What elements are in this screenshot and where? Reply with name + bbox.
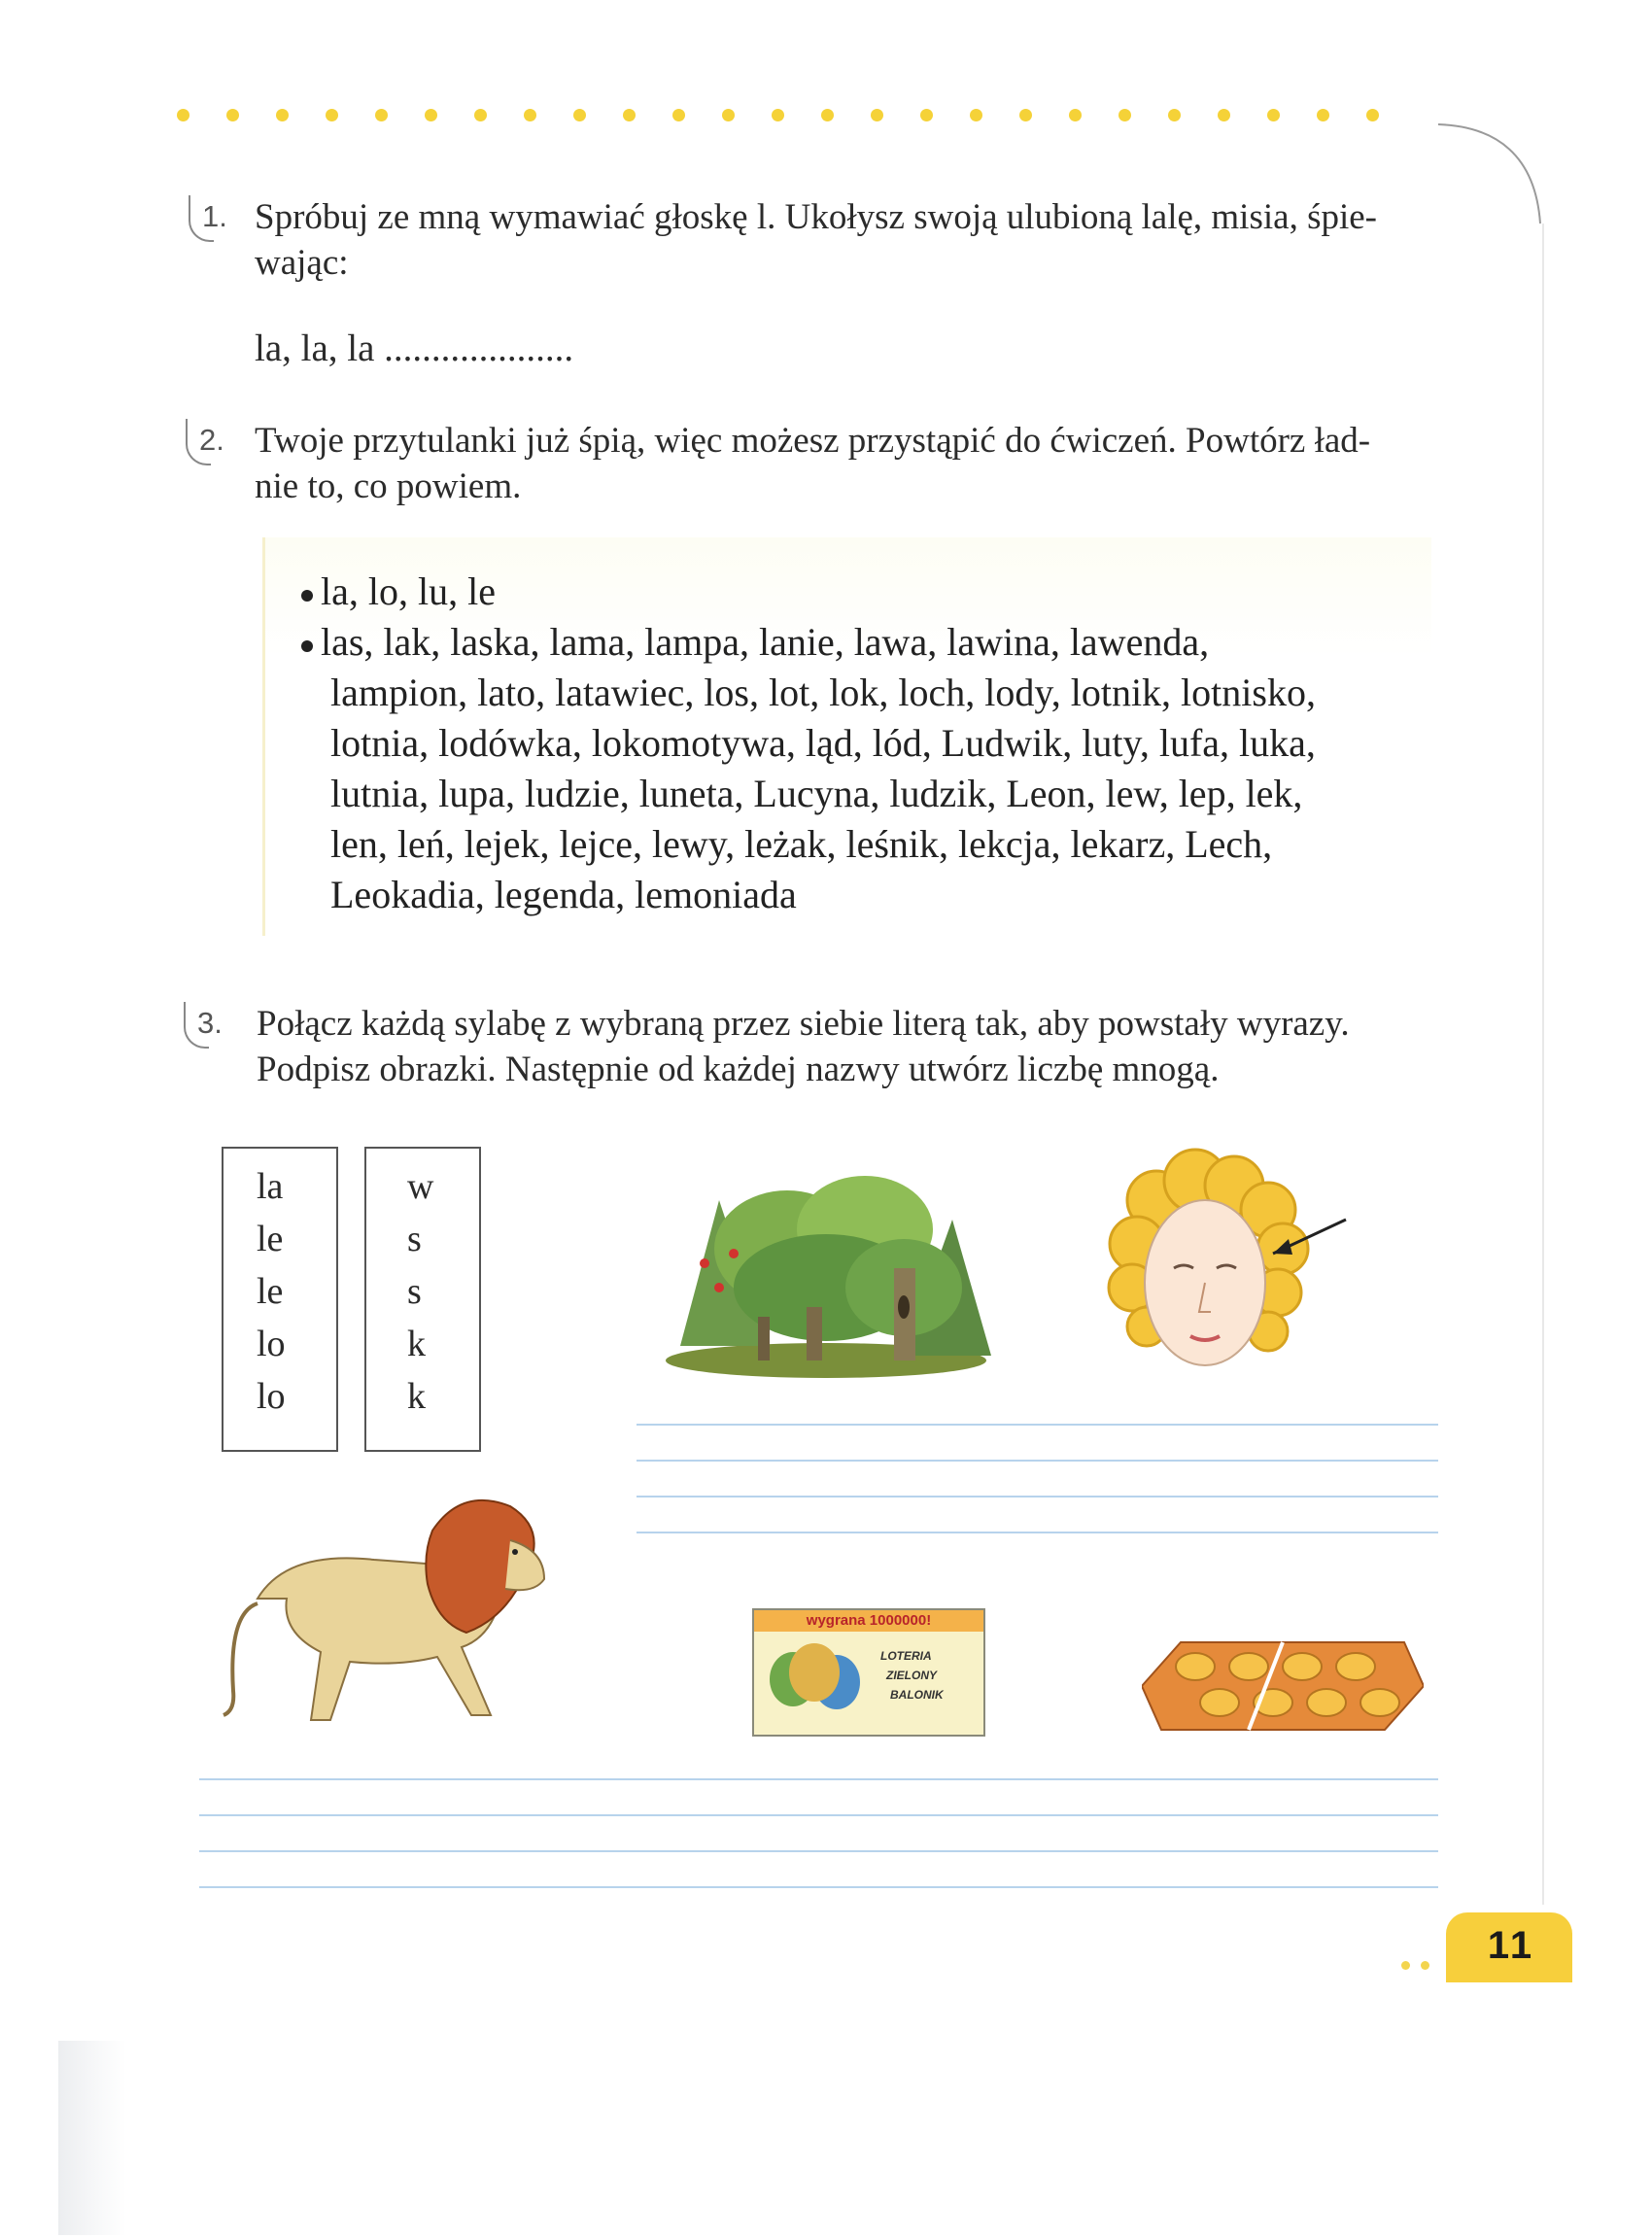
header-dot-icon	[524, 109, 536, 121]
header-dot-icon	[1366, 109, 1379, 121]
writing-line[interactable]	[199, 1850, 1438, 1852]
exercise-3-number: 3.	[197, 1006, 223, 1041]
letter-cell[interactable]: k	[407, 1324, 426, 1364]
forest-picture	[661, 1161, 991, 1385]
header-dot-icon	[177, 109, 189, 121]
header-dot-row	[177, 105, 1401, 124]
letter-box	[364, 1147, 481, 1452]
writing-line[interactable]	[637, 1460, 1438, 1462]
exercise-3-line-2: Podpisz obrazki. Następnie od każdej nazwy utwórz liczbę mnogą.	[257, 1050, 1220, 1089]
syllable-cell[interactable]: lo	[257, 1324, 286, 1364]
ticket-line-2: ZIELONY	[886, 1669, 938, 1682]
exercise-1-chant: la, la, la ....................	[255, 327, 574, 369]
exercise-2-line-2: nie to, co powiem.	[255, 466, 522, 506]
word-list-line: lampion, lato, latawiec, los, lot, lok, loch, lody, lotnik, lotnisko,	[330, 671, 1316, 714]
header-dot-icon	[425, 109, 437, 121]
letter-cell[interactable]: w	[407, 1166, 434, 1207]
header-dot-icon	[970, 109, 982, 121]
header-dot-icon	[1317, 109, 1329, 121]
curly-hair-picture	[1088, 1142, 1360, 1394]
header-dot-icon	[920, 109, 933, 121]
exercise-1-number: 1.	[202, 199, 227, 234]
syllable-cell[interactable]: le	[257, 1219, 284, 1259]
ticket-line-1: LOTERIA	[880, 1649, 932, 1663]
header-dot-icon	[772, 109, 784, 121]
word-list-line: lotnia, lodówka, lokomotywa, ląd, lód, Ludwik, luty, lufa, luka,	[330, 721, 1316, 765]
header-dot-icon	[1218, 109, 1230, 121]
exercise-1-line-2: wając:	[255, 243, 349, 283]
header-dot-icon	[821, 109, 834, 121]
header-dot-icon	[1119, 109, 1131, 121]
letter-cell[interactable]: k	[407, 1376, 426, 1417]
writing-line[interactable]	[199, 1814, 1438, 1816]
letter-cell[interactable]: s	[407, 1271, 422, 1312]
tab-dot	[1401, 1961, 1410, 1970]
right-margin-rule	[1542, 224, 1544, 1905]
ticket-line-3: BALONIK	[890, 1688, 944, 1702]
exercise-3-line-1: Połącz każdą sylabę z wybraną przez siebie literą tak, aby powstały wyrazy.	[257, 1004, 1350, 1044]
exercise-1-line-1: Spróbuj ze mną wymawiać głoskę l. Ukołysz swoją ulubioną lalę, misia, śpie-	[255, 197, 1377, 237]
header-dot-icon	[226, 109, 239, 121]
exercise-2-line-1: Twoje przytulanki już śpią, więc możesz przystąpić do ćwiczeń. Powtórz ład-	[255, 421, 1371, 461]
bullet-item-words: las, lak, laska, lama, lampa, lanie, lawa, lawina, lawenda,	[301, 617, 1209, 668]
bullet-icon	[301, 640, 313, 652]
writing-line[interactable]	[637, 1496, 1438, 1498]
header-dot-icon	[573, 109, 586, 121]
header-dot-icon	[474, 109, 487, 121]
word-list-line: lutnia, lupa, ludzie, luneta, Lucyna, ludzik, Leon, lew, lep, lek,	[330, 772, 1303, 815]
syllable-cell[interactable]: le	[257, 1271, 284, 1312]
writing-line[interactable]	[637, 1532, 1438, 1533]
corner-curve-decoration	[1438, 117, 1545, 224]
header-dot-icon	[326, 109, 338, 121]
header-dot-icon	[1267, 109, 1280, 121]
header-dot-icon	[276, 109, 289, 121]
word-list-line: len, leń, lejek, lejce, lewy, leżak, leśnik, lekcja, lekarz, Lech,	[330, 822, 1273, 866]
ticket-headline: wygrana 1000000!	[754, 1610, 983, 1632]
header-dot-icon	[672, 109, 685, 121]
writing-line[interactable]	[199, 1886, 1438, 1888]
header-dot-icon	[623, 109, 636, 121]
balloons-icon	[764, 1635, 871, 1728]
writing-line[interactable]	[199, 1778, 1438, 1780]
tab-dot	[1421, 1961, 1429, 1970]
syllable-box	[222, 1147, 338, 1452]
scan-shadow	[58, 2041, 126, 2235]
header-dot-icon	[1069, 109, 1082, 121]
lottery-ticket-picture	[752, 1608, 985, 1737]
lion-picture	[219, 1492, 588, 1744]
header-dot-icon	[1168, 109, 1181, 121]
bullet-icon	[301, 590, 313, 602]
header-dot-icon	[375, 109, 388, 121]
header-dot-icon	[1019, 109, 1032, 121]
header-dot-icon	[722, 109, 735, 121]
page-number: 11	[1487, 1924, 1535, 1967]
letter-cell[interactable]: s	[407, 1219, 422, 1259]
syllable-cell[interactable]: la	[257, 1166, 284, 1207]
bullet-item-syllables: la, lo, lu, le	[301, 567, 496, 617]
exercise-2-number: 2.	[199, 423, 224, 458]
word-list-line: Leokadia, legenda, lemoniada	[330, 873, 797, 916]
syllable-cell[interactable]: lo	[257, 1376, 286, 1417]
pill-blister-picture	[1142, 1633, 1424, 1739]
writing-line[interactable]	[637, 1424, 1438, 1426]
header-dot-icon	[871, 109, 883, 121]
